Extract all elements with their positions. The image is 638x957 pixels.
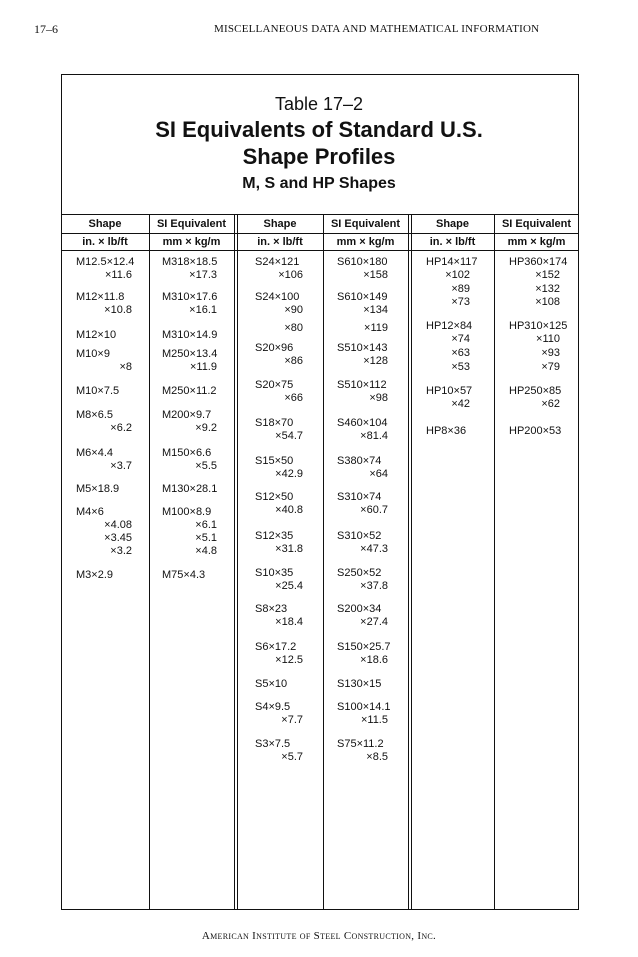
table-cell: ×93 [541, 347, 560, 359]
unit-header: in. × lb/ft [82, 236, 128, 248]
table-cell: ×16.1 [189, 304, 217, 316]
table-cell: ×80 [284, 322, 303, 334]
table-cell: S610×180 [337, 256, 388, 268]
table-cell: M12×11.8 [76, 291, 125, 303]
table-cell: S15×50 [255, 455, 294, 467]
table-cell: ×108 [535, 296, 560, 308]
table-frame [61, 74, 579, 910]
table-cell: ×17.3 [189, 269, 217, 281]
table-header-mid-rule [61, 233, 579, 234]
table-cell: ×98 [369, 392, 388, 404]
table-cell: M100×8.9 [162, 506, 212, 518]
table-cell: S20×96 [255, 342, 294, 354]
table-cell: ×31.8 [275, 543, 303, 555]
table-cell: ×5.5 [195, 460, 217, 472]
column-divider [411, 214, 412, 910]
table-cell: ×5.1 [195, 532, 217, 544]
table-cell: M200×9.7 [162, 409, 212, 421]
table-header-top-rule [61, 214, 579, 215]
table-cell: M12×10 [76, 329, 117, 341]
table-cell: ×42 [451, 398, 470, 410]
table-cell: M8×6.5 [76, 409, 113, 421]
table-cell: ×11.6 [104, 269, 132, 281]
table-cell: HP360×174 [509, 256, 568, 268]
running-title: MISCELLANEOUS DATA AND MATHEMATICAL INFORMATION [214, 23, 540, 35]
table-cell: ×40.8 [275, 504, 303, 516]
table-cell: ×4.08 [104, 519, 132, 531]
table-cell: ×10.8 [104, 304, 132, 316]
table-cell: ×18.4 [275, 616, 303, 628]
table-cell: S18×70 [255, 417, 294, 429]
table-cell: ×11.9 [189, 361, 217, 373]
table-cell: ×25.4 [275, 580, 303, 592]
table-cell: ×11.5 [360, 714, 388, 726]
table-cell: ×47.3 [360, 543, 388, 555]
column-header: SI Equivalent [330, 218, 401, 230]
table-cell: ×119 [364, 322, 388, 334]
column-divider [234, 214, 235, 910]
table-cell: ×132 [535, 283, 560, 295]
table-cell: ×158 [363, 269, 388, 281]
table-cell: S150×25.7 [337, 641, 391, 653]
table-cell: ×54.7 [275, 430, 303, 442]
table-cell: S200×34 [337, 603, 382, 615]
table-cell: ×27.4 [360, 616, 388, 628]
table-header-bottom-rule [61, 250, 579, 251]
table-cell: ×152 [535, 269, 560, 281]
table-cell: M6×4.4 [76, 447, 113, 459]
table-cell: S460×104 [337, 417, 388, 429]
table-cell: ×5.7 [281, 751, 303, 763]
table-cell: S75×11.2 [337, 738, 384, 750]
table-cell: S4×9.5 [255, 701, 291, 713]
column-divider [237, 214, 238, 910]
table-cell: ×81.4 [360, 430, 388, 442]
page-footer: American Institute of Steel Construction, Inc. [201, 930, 437, 942]
table-cell: S510×143 [337, 342, 388, 354]
unit-header: mm × kg/m [162, 236, 221, 248]
table-cell: S380×74 [337, 455, 382, 467]
table-cell: HP12×84 [426, 320, 473, 332]
table-cell: S310×74 [337, 491, 382, 503]
table-cell: HP200×53 [509, 425, 562, 437]
table-cell: S610×149 [337, 291, 388, 303]
table-title-line-1: SI Equivalents of Standard U.S. [155, 117, 483, 142]
table-cell: M75×4.3 [162, 569, 206, 581]
table-cell: HP250×85 [509, 385, 562, 397]
table-cell: ×89 [451, 283, 470, 295]
unit-header: mm × kg/m [507, 236, 566, 248]
table-cell: ×7.7 [281, 714, 303, 726]
unit-header: mm × kg/m [336, 236, 395, 248]
table-cell: HP310×125 [509, 320, 568, 332]
table-cell: ×42.9 [275, 468, 303, 480]
unit-header: in. × lb/ft [429, 236, 476, 248]
table-cell: ×18.6 [360, 654, 388, 666]
column-header: SI Equivalent [501, 218, 572, 230]
column-header: Shape [88, 218, 122, 230]
table-cell: M4×6 [76, 506, 104, 518]
table-title-line-2: Shape Profiles [242, 144, 396, 169]
table-cell: HP14×117 [426, 256, 478, 268]
table-cell: S12×50 [255, 491, 294, 503]
table-cell: M3×2.9 [76, 569, 113, 581]
table-cell: S8×23 [255, 603, 288, 615]
table-cell: M10×7.5 [76, 385, 120, 397]
table-cell: ×3.7 [110, 460, 132, 472]
page-number: 17–6 [34, 22, 58, 36]
table-cell: M310×17.6 [162, 291, 218, 303]
table-cell: HP8×36 [426, 425, 467, 437]
table-cell: S5×10 [255, 678, 288, 690]
table-cell: M10×9 [76, 348, 110, 360]
table-cell: ×79 [541, 361, 560, 373]
table-cell: S24×100 [255, 291, 300, 303]
table-cell: ×62 [541, 398, 560, 410]
table-cell: ×53 [451, 361, 470, 373]
table-cell: S24×121 [255, 256, 300, 268]
table-cell: S100×14.1 [337, 701, 391, 713]
column-header: SI Equivalent [156, 218, 227, 230]
table-cell: M150×6.6 [162, 447, 212, 459]
table-subtitle: M, S and HP Shapes [242, 175, 396, 192]
table-cell: ×102 [445, 269, 470, 281]
table-cell: HP10×57 [426, 385, 473, 397]
table-cell: ×37.8 [360, 580, 388, 592]
table-cell: M5×18.9 [76, 483, 120, 495]
table-cell: M318×18.5 [162, 256, 218, 268]
table-cell: S12×35 [255, 530, 294, 542]
column-divider [494, 214, 495, 910]
table-cell: M250×11.2 [162, 385, 217, 397]
table-cell: ×8.5 [366, 751, 388, 763]
table-cell: ×106 [278, 269, 303, 281]
table-cell: ×110 [536, 333, 560, 345]
table-cell: ×86 [284, 355, 303, 367]
table-cell: M12.5×12.4 [76, 256, 135, 268]
table-cell: ×128 [363, 355, 388, 367]
table-cell: ×4.8 [195, 545, 217, 557]
table-cell: M310×14.9 [162, 329, 218, 341]
table-cell: ×9.2 [195, 422, 217, 434]
table-cell: ×90 [284, 304, 303, 316]
column-divider [149, 214, 150, 910]
table-cell: S3×7.5 [255, 738, 291, 750]
table-cell: S250×52 [337, 567, 382, 579]
table-cell: S20×75 [255, 379, 294, 391]
unit-header: in. × lb/ft [257, 236, 303, 248]
table-cell: ×74 [451, 333, 470, 345]
table-cell: M250×13.4 [162, 348, 218, 360]
table-cell: ×3.45 [104, 532, 132, 544]
table-cell: ×60.7 [360, 504, 388, 516]
table-cell: ×63 [451, 347, 470, 359]
table-cell: S510×112 [337, 379, 387, 391]
table-cell: S6×17.2 [255, 641, 297, 653]
column-header: Shape [263, 218, 297, 230]
column-divider [323, 214, 324, 910]
table-cell: ×6.2 [110, 422, 132, 434]
table-cell: ×6.1 [195, 519, 217, 531]
table-number: Table 17–2 [274, 94, 364, 114]
table-cell: ×64 [369, 468, 388, 480]
column-divider [408, 214, 409, 910]
table-cell: ×66 [284, 392, 303, 404]
table-title [0, 116, 638, 170]
table-cell: ×12.5 [275, 654, 303, 666]
table-cell: M130×28.1 [162, 483, 218, 495]
table-cell: ×73 [451, 296, 470, 308]
table-cell: ×134 [363, 304, 388, 316]
table-cell: ×3.2 [110, 545, 132, 557]
column-header: Shape [435, 218, 469, 230]
table-cell: S130×15 [337, 678, 382, 690]
table-cell: ×8 [119, 361, 132, 373]
table-cell: S310×52 [337, 530, 382, 542]
table-cell: S10×35 [255, 567, 294, 579]
